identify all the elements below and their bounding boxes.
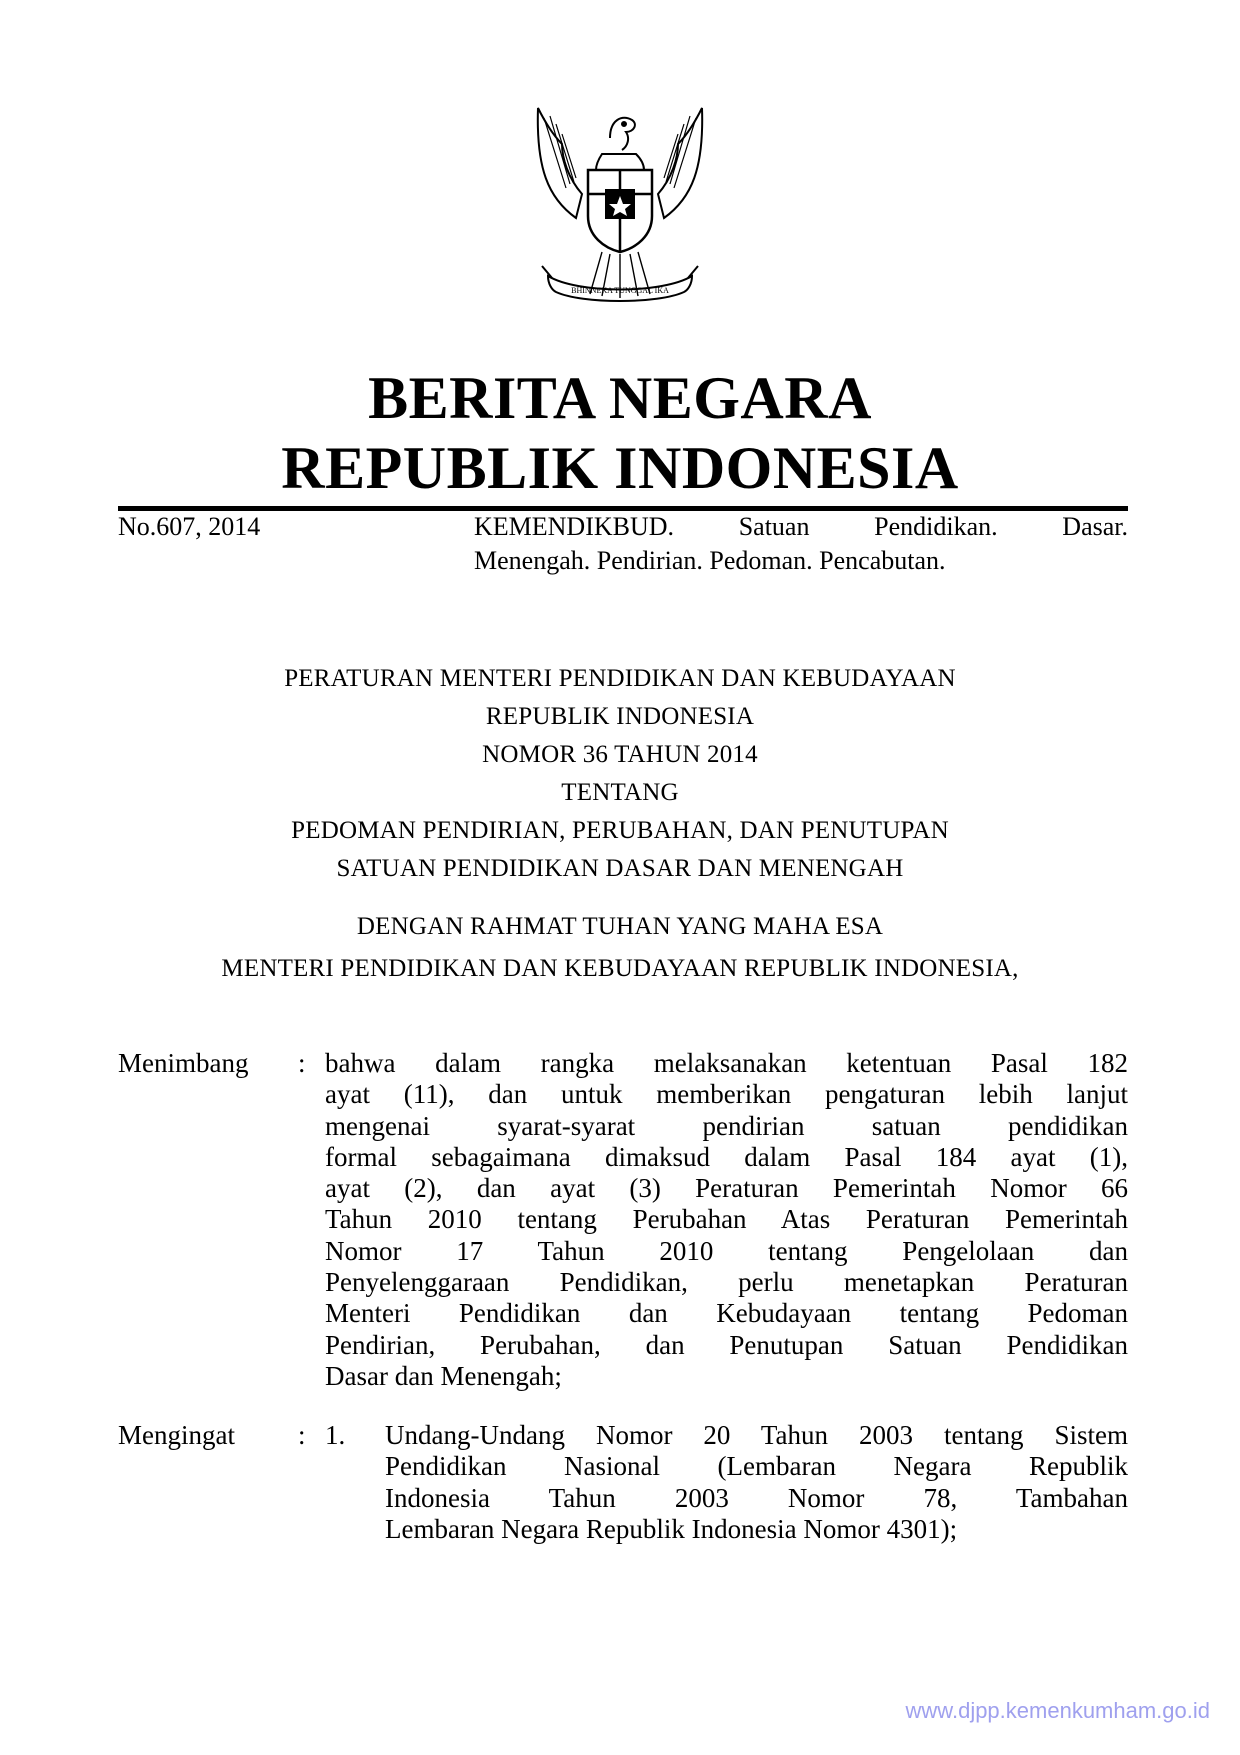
menimbang-line: bahwa dalam rangka melaksanakan ketentuan Pasal 182 xyxy=(325,1048,1128,1078)
footer-url-link[interactable]: www.djpp.kemenkumham.go.id xyxy=(905,1698,1210,1723)
title-line: TENTANG xyxy=(561,779,679,806)
title-line: SATUAN PENDIDIKAN DASAR DAN MENENGAH xyxy=(336,855,904,882)
mengingat-item-number: 1. xyxy=(325,1420,346,1450)
title-line: NOMOR 36 TAHUN 2014 xyxy=(482,741,758,768)
title-line: PEDOMAN PENDIRIAN, PERUBAHAN, DAN PENUTUPAN xyxy=(291,817,949,844)
masthead-title-line2: REPUBLIK INDONESIA xyxy=(281,435,959,501)
menimbang-colon: : xyxy=(298,1048,306,1078)
mengingat-line: Indonesia Tahun 2003 Nomor 78, Tambahan xyxy=(385,1482,1128,1513)
mengingat-text xyxy=(385,1420,1128,1545)
title-line: PERATURAN MENTERI PENDIDIKAN DAN KEBUDAYAAN xyxy=(284,665,956,692)
mengingat-label: Mengingat xyxy=(118,1420,235,1450)
menimbang-text xyxy=(325,1048,1128,1392)
preamble-line1: DENGAN RAHMAT TUHAN YANG MAHA ESA xyxy=(356,913,884,940)
menimbang-label: Menimbang xyxy=(118,1048,249,1078)
gazette-subject-line1: KEMENDIKBUD. Satuan Pendidikan. Dasar. xyxy=(474,512,1128,541)
menimbang-line: Menteri Pendidikan dan Kebudayaan tentang Pedoman xyxy=(325,1298,1128,1329)
mengingat-line: Undang-Undang Nomor 20 Tahun 2003 tentang Sistem xyxy=(385,1420,1128,1450)
masthead-title-line1: BERITA NEGARA xyxy=(368,365,872,431)
title-line: REPUBLIK INDONESIA xyxy=(485,703,755,730)
garuda-emblem-icon xyxy=(518,98,722,310)
gazette-subject xyxy=(474,510,1128,578)
gazette-number: No.607, 2014 xyxy=(118,512,261,541)
menimbang-line: Dasar dan Menengah; xyxy=(325,1360,562,1391)
menimbang-line: Nomor 17 Tahun 2010 tentang Pengelolaan dan xyxy=(325,1235,1128,1266)
preamble-line2: MENTERI PENDIDIKAN DAN KEBUDAYAAN REPUBLIK INDONESIA, xyxy=(221,955,1019,982)
regulation-title-block xyxy=(0,660,1240,888)
menimbang-line: ayat (2), dan ayat (3) Peraturan Pemerintah Nomor 66 xyxy=(325,1173,1128,1204)
menimbang-line: Pendirian, Perubahan, dan Penutupan Satuan Pendidikan xyxy=(325,1329,1128,1360)
menimbang-line: mengenai syarat-syarat pendirian satuan pendidikan xyxy=(325,1110,1128,1141)
svg-text:BHINNEKA TUNGGAL IKA: BHINNEKA TUNGGAL IKA xyxy=(571,286,669,295)
menimbang-line: Penyelenggaraan Pendidikan, perlu menetapkan Peraturan xyxy=(325,1267,1128,1298)
menimbang-line: Tahun 2010 tentang Perubahan Atas Peraturan Pemerintah xyxy=(325,1204,1128,1235)
gazette-subject-line2: Menengah. Pendirian. Pedoman. Pencabutan. xyxy=(474,546,946,575)
mengingat-line: Lembaran Negara Republik Indonesia Nomor 4301); xyxy=(385,1513,958,1544)
menimbang-line: ayat (11), dan untuk memberikan pengaturan lebih lanjut xyxy=(325,1079,1128,1110)
menimbang-line: formal sebagaimana dimaksud dalam Pasal 184 ayat (1), xyxy=(325,1141,1128,1172)
mengingat-line: Pendidikan Nasional (Lembaran Negara Republik xyxy=(385,1451,1128,1482)
mengingat-colon: : xyxy=(298,1420,306,1450)
